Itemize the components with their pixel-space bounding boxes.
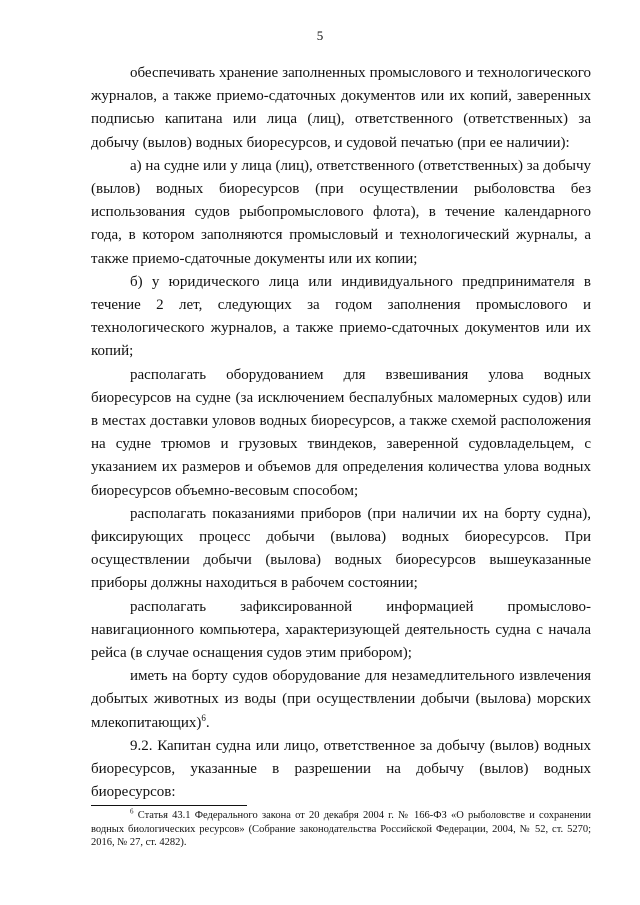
paragraph-end-punctuation: . bbox=[205, 714, 210, 731]
paragraph-item-a: а) на судне или у лица (лиц), ответственного (ответственных) за добычу (вылов) водных биоресурсов (при осуществлении рыболовства без использования судов рыбопромыслового флота), в течение календарного года, в котором заполняются промысловый и технологический журналы, а также приемо-сдаточные документы или их копии; bbox=[91, 157, 591, 267]
document-body bbox=[91, 62, 591, 805]
footnote-text: Статья 43.1 Федерального закона от 20 декабря 2004 г. № 166-ФЗ «О рыболовстве и сохранении водных биологических ресурсов» (Собрание законодательства Российской Федерации, 2004, № 52, ст. 5270; 2016, № 27, ст. 4282). bbox=[91, 810, 591, 848]
footnote-reference: 6 bbox=[201, 712, 206, 723]
paragraph-navigation-computer: располагать зафиксированной информацией промыслово-навигационного компьютера, характеризующей деятельность судна с начала рейса (в случае оснащения судов этим прибором); bbox=[91, 598, 591, 662]
paragraph-marine-mammals bbox=[91, 665, 591, 735]
page-number: 5 bbox=[316, 28, 324, 43]
paragraph-section-9-2: 9.2. Капитан судна или лицо, ответственное за добычу (вылов) водных биоресурсов, указанные в разрешении на добычу (вылов) водных биоресурсов: bbox=[91, 737, 591, 801]
paragraph-storage-duty: обеспечивать хранение заполненных промыслового и технологического журналов, а также приемо-сдаточных документов или их копий, заверенных подписью капитана или лица (лиц), ответственного (ответственных) за добычу (вылов) водных биоресурсов, и судовой печатью (при ее наличии): bbox=[91, 65, 591, 151]
paragraph-marine-mammals-text: иметь на борту судов оборудование для незамедлительного извлечения добытых животных из воды (при осуществлении добычи (вылова) морских млекопитающих) bbox=[91, 668, 591, 731]
paragraph-item-b: б) у юридического лица или индивидуального предпринимателя в течение 2 лет, следующих за годом заполнения промыслового и технологического журналов, а также приемо-сдаточных документов или их копий; bbox=[91, 273, 591, 360]
footnote-separator bbox=[91, 805, 247, 806]
paragraph-instrument-readings: располагать показаниями приборов (при наличии их на борту судна), фиксирующих процесс добычи (вылова) водных биоресурсов. При осуществлении добычи (вылова) водных биоресурсов вышеуказанные приборы должны находиться в рабочем состоянии; bbox=[91, 505, 591, 592]
footnote-mark: 6 bbox=[130, 807, 134, 816]
footnote bbox=[91, 809, 591, 850]
paragraph-weighing-equipment: располагать оборудованием для взвешивания улова водных биоресурсов на судне (за исключением беспалубных маломерных судов) или в местах доставки уловов водных биоресурсов, а также схемой расположения на судне трюмов и грузовых твиндеков, заверенной судовладельцем, с указанием их размеров и объемов для определения количества улова водных биоресурсов объемно-весовым способом; bbox=[91, 366, 591, 499]
